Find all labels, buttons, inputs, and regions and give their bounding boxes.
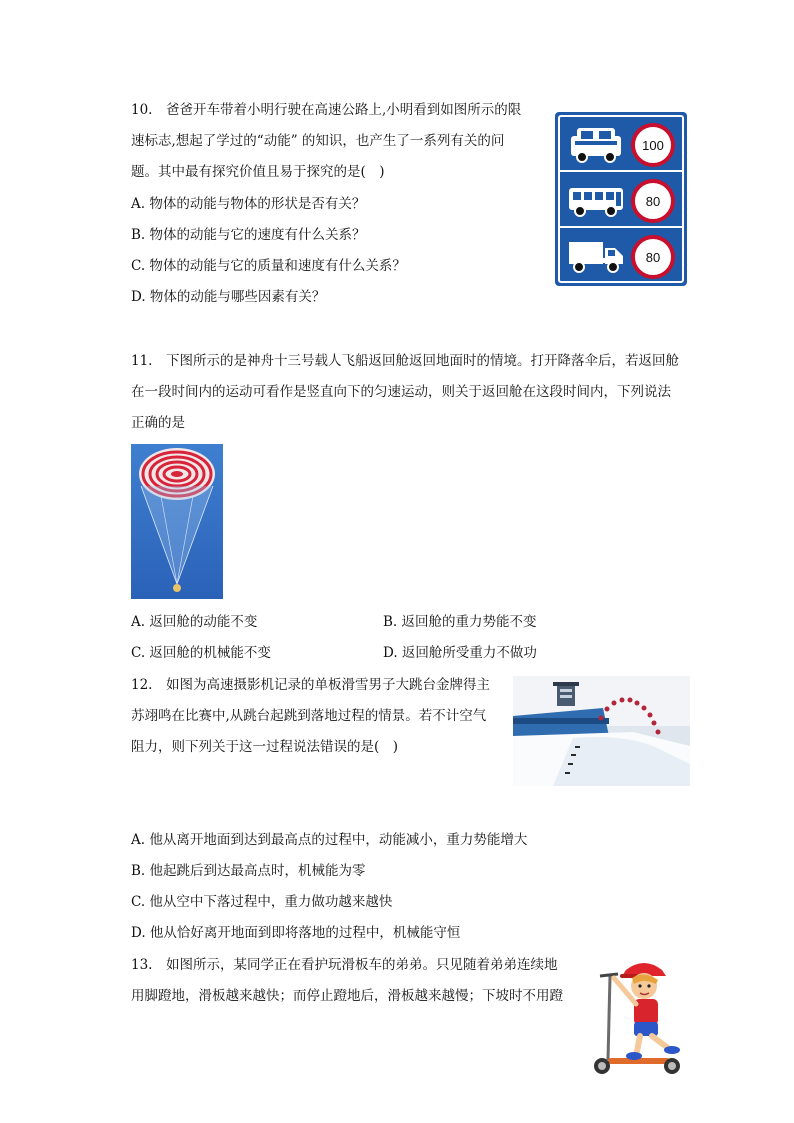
parachute-photo xyxy=(131,444,223,599)
sign-row-bus xyxy=(559,174,683,226)
q10-stem-line-2: 速标志,想起了学过的“动能” 的知识，也产生了一系列有关的问 xyxy=(131,133,505,149)
q11-stem-line-3: 正确的是 xyxy=(131,415,185,431)
q11-option-c: C. 返回舱的机械能不变 xyxy=(131,645,271,661)
q13-stem-line-1: 13. 如图所示，某同学正在看护玩滑板车的弟弟。只见随着弟弟连续地 xyxy=(131,957,558,973)
q12-option-a: A. 他从离开地面到达到最高点的过程中，动能减小，重力势能增大 xyxy=(131,832,528,848)
speed-limit-car: 100 xyxy=(631,123,675,167)
q11-option-a: A. 返回舱的动能不变 xyxy=(131,614,258,630)
q12-stem-line-2: 苏翊鸣在比赛中,从跳台起跳到落地过程的情景。若不计空气 xyxy=(131,708,487,724)
q12-option-b: B. 他起跳后到达最高点时，机械能为零 xyxy=(131,863,366,879)
car-icon xyxy=(567,124,625,164)
q10-option-c: C. 物体的动能与它的质量和速度有什么关系？ xyxy=(131,258,406,274)
speed-limit-bus: 80 xyxy=(631,179,675,223)
bus-icon xyxy=(567,180,625,220)
q12-stem-line-1: 12. 如图为高速摄影机记录的单板滑雪男子大跳台金牌得主 xyxy=(131,677,490,693)
speed-limit-truck: 80 xyxy=(631,235,675,279)
return-capsule-icon xyxy=(173,584,181,592)
q13-stem-line-2: 用脚蹬地，滑板越来越快；而停止蹬地后，滑板越来越慢；下坡时不用蹬 xyxy=(131,988,563,1004)
q10-stem-line-1: 10. 爸爸开车带着小明行驶在高速公路上,小明看到如图所示的限 xyxy=(131,102,522,118)
truck-icon xyxy=(567,236,625,276)
q10-option-d: D. 物体的动能与哪些因素有关？ xyxy=(131,289,326,305)
q12-stem-line-3: 阻力，则下列关于这一过程说法错误的是( ) xyxy=(131,739,399,755)
boy-icon xyxy=(614,963,680,1060)
kid-scooter-illustration xyxy=(586,956,696,1080)
q11-stem-line-2: 在一段时间内的运动可看作是竖直向下的匀速运动，则关于返回舱在这段时间内，下列说法 xyxy=(131,384,671,400)
q11-stem-line-1: 11. 下图所示的是神舟十三号载人飞船返回舱返回地面时的情境。打开降落伞后，若返回舱 xyxy=(131,353,679,369)
snowboard-jump-photo xyxy=(513,676,690,786)
q11-option-d: D. 返回舱所受重力不做功 xyxy=(383,645,537,661)
q10-stem-line-3: 题。其中最有探究价值且易于探究的是( ) xyxy=(131,164,385,180)
speed-limit-sign xyxy=(555,112,687,286)
q10-option-b: B. 物体的动能与它的速度有什么关系？ xyxy=(131,227,366,243)
q11-option-b: B. 返回舱的重力势能不变 xyxy=(383,614,537,630)
q10-option-a: A. 物体的动能与物体的形状是否有关？ xyxy=(131,196,366,212)
q12-option-d: D. 他从恰好离开地面到即将落地的过程中，机械能守恒 xyxy=(131,925,461,941)
q12-option-c: C. 他从空中下落过程中，重力做功越来越快 xyxy=(131,894,393,910)
sign-row-truck xyxy=(559,230,683,282)
sign-row-car xyxy=(559,118,683,170)
